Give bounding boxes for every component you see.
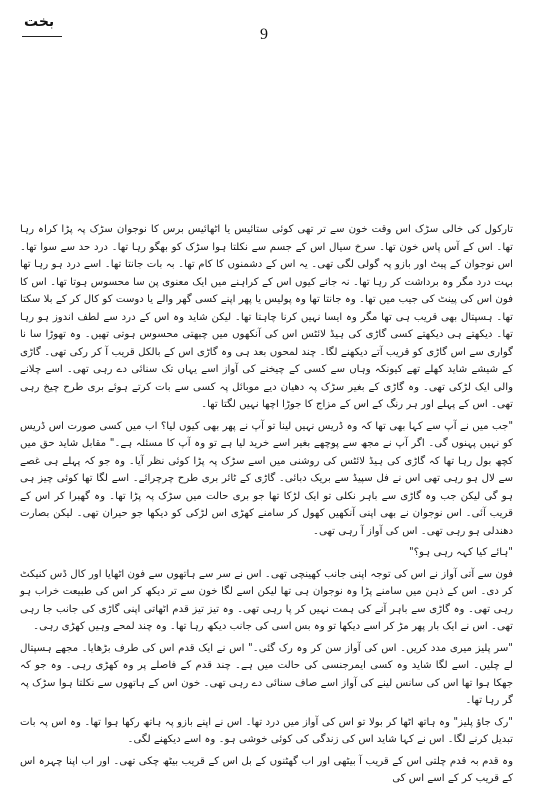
paragraph-5: "سر پلیز میری مدد کریں۔ اس کی آواز سن کر وہ رک گئی۔" اس نے ایک قدم اس کی طرف بڑھایا۔ مجھے ہسپتال لے چلیں۔ اسے لگا شاید وہ کسی ایمرجنسی کی حالت میں ہے۔ چند قدم کے فاصلے پر وہ کھڑی رہی۔ وہ جو کہ جھکا ہوا تھا اس کی سانس لینے کی آواز اسے صاف سنائی دے رہی تھی۔ خون اس کے ہاتھوں سے نکلتا ہوا سڑک پہ گر رہا تھا۔ [20, 642, 513, 706]
body-text [20, 221, 513, 792]
paragraph-6: "رک جاؤ پلیز" وہ ہاتھ اٹھا کر بولا تو اس کی آواز میں درد تھا۔ اس نے اپنے بازو پہ ہاتھ رکھا ہوا تھا۔ وہ اس پہ بات تبدیل کرنے لگا۔ اس نے کہا شاید اس کی زندگی کی کوئی خوشی ہو۔ وہ اسے دیکھنے لگی۔ [20, 716, 513, 745]
paragraph-3: "ہائے کیا کہہ رہی ہو؟" [408, 547, 513, 558]
paragraph-7: وہ قدم بہ قدم چلتی اس کے قریب آ بیٹھی اور اب گھٹنوں کے بل اس کے قریب بیٹھ چکی تھی۔ اور اب اپنا چہرہ اس کے قریب کر کے اسے اس کی [20, 755, 513, 784]
paragraph-2: "جب میں نے آپ سے کہا بھی تھا کہ وہ ڈریس نہیں لینا تو آپ نے پھر بھی کیوں لیا؟ اب میں کسی صورت اس ڈریس کو نہیں پہنوں گی۔ اگر آپ نے مجھ سے پوچھے بغیر اسے خرید لیا ہے تو وہ آپ کا مسئلہ ہے۔" مقابل شاید حق میں کچھ بول رہا تھا کہ گاڑی کی ہیڈ لائٹس کی روشنی میں اسے سڑک پہ پڑا کوئی نظر آیا۔ وہ جو کہ پہلے ہی غصے سے لال ہو رہی تھی اس نے فل سپیڈ سے بریک دبائی۔ گاڑی کے ٹائر بری طرح چرچرائے۔ اسے لگا تھا کوئی چیز ہی ہو گی لیکن جب وہ گاڑی سے باہر نکلی تو ایک لڑکا تھا جو بری حالت میں سڑک پہ پڑا تھا۔ وہ گھبرا کر اس کے قریب آئی۔ اس نوجوان نے بھی اپنی آنکھیں کھول کر سامنے کھڑی اس لڑکی کو دیکھا جو حیران تھی۔ لیکن بصارت دھندلی ہو رہی تھی۔ اس کی آواز آ رہی تھی۔ [20, 420, 513, 537]
running-title: بخت [24, 14, 55, 30]
header-underline [22, 36, 62, 37]
paragraph-1: تارکول کی خالی سڑک اس وقت خون سے تر تھی کوئی ستائیس یا اٹھائیس برس کا نوجوان سڑک پہ پڑا کراہ رہا تھا۔ اس کے آس پاس خون تھا۔ سرخ سیال اس کے جسم سے نکلتا ہوا سڑک کو بھگو رہا تھا۔ درد حد سے سوا تھا۔ اس نوجوان کے پیٹ اور بازو پہ گولی لگی تھی۔ یہ اس کے دشمنوں کا کام تھا۔ بہ بات جانتا تھا۔ اسے درد ہو رہا تھا بہت درد مگر وہ برداشت کر رہا تھا۔ نہ جانے کیوں اس کے کراہنے میں ایک معنوی پن سا محسوس ہوتا تھا۔ اس کا فون اس کی پینٹ کی جیب میں تھا۔ وہ جانتا تھا وہ پولیس یا پھر اپنے کسی گھر والے یا دوست کو کال کر کے بلا سکتا تھا۔ ہسپتال بھی قریب ہی تھا مگر وہ ایسا نہیں کرنا چاہتا تھا۔ لیکن شاید وہ اس کے درد سے لطف اندوز ہو رہا تھا۔ دیکھتے ہی دیکھتے کسی گاڑی کی ہیڈ لائٹس اس کی آنکھوں میں چبھتی محسوس ہوتی تھیں۔ وہ تھوڑا سا نا گواری سے اس گاڑی کو قریب آتے دیکھنے لگا۔ چند لمحوں بعد ہی وہ گاڑی اس کے بالکل قریب آ کر رکی تھی۔ گاڑی کے شیشے شاید کھلے تھے کیونکہ وہاں سے کسی کے چیخنے کی آواز اسے یہاں تک سنائی دے رہی تھی۔ اسے چلانے والی ایک لڑکی تھی۔ وہ گاڑی کے بغیر سڑک پہ دھیان دیے موبائل پہ کسی سے بات کرتے ہوئے بری طرح چیخ رہی تھی۔ اس کے پہلے اور ہر رنگ کے اس کے مزاج کا جوڑا اچھا نہیں لگتا تھا۔ [20, 224, 513, 410]
page-number: 9 [260, 26, 268, 43]
paragraph-4: فون سے آتی آواز نے اس کی توجہ اپنی جانب کھینچی تھی۔ اس نے سر سے ہاتھوں سے فون اٹھایا اور کال ڈس کنیکٹ کر دی۔ اس کے ذہن میں سامنے پڑا وہ نوجوان ہی تھا لیکن اسے لگا خون سے تر دیکھ کر اس کی طبیعت خراب ہو رہی تھی۔ وہ گاڑی سے باہر آنے کی ہمت نہیں کر پا رہی تھی۔ وہ تیز تیز قدم اٹھاتی اپنی گاڑی کی جانب جا رہی تھی۔ اس نے ایک بار پھر مڑ کر اسے دیکھا تو وہ بس اسی کی جانب دیکھ رہا تھا۔ وہ چند لمحے وہیں کھڑی رہی۔ [20, 568, 513, 632]
